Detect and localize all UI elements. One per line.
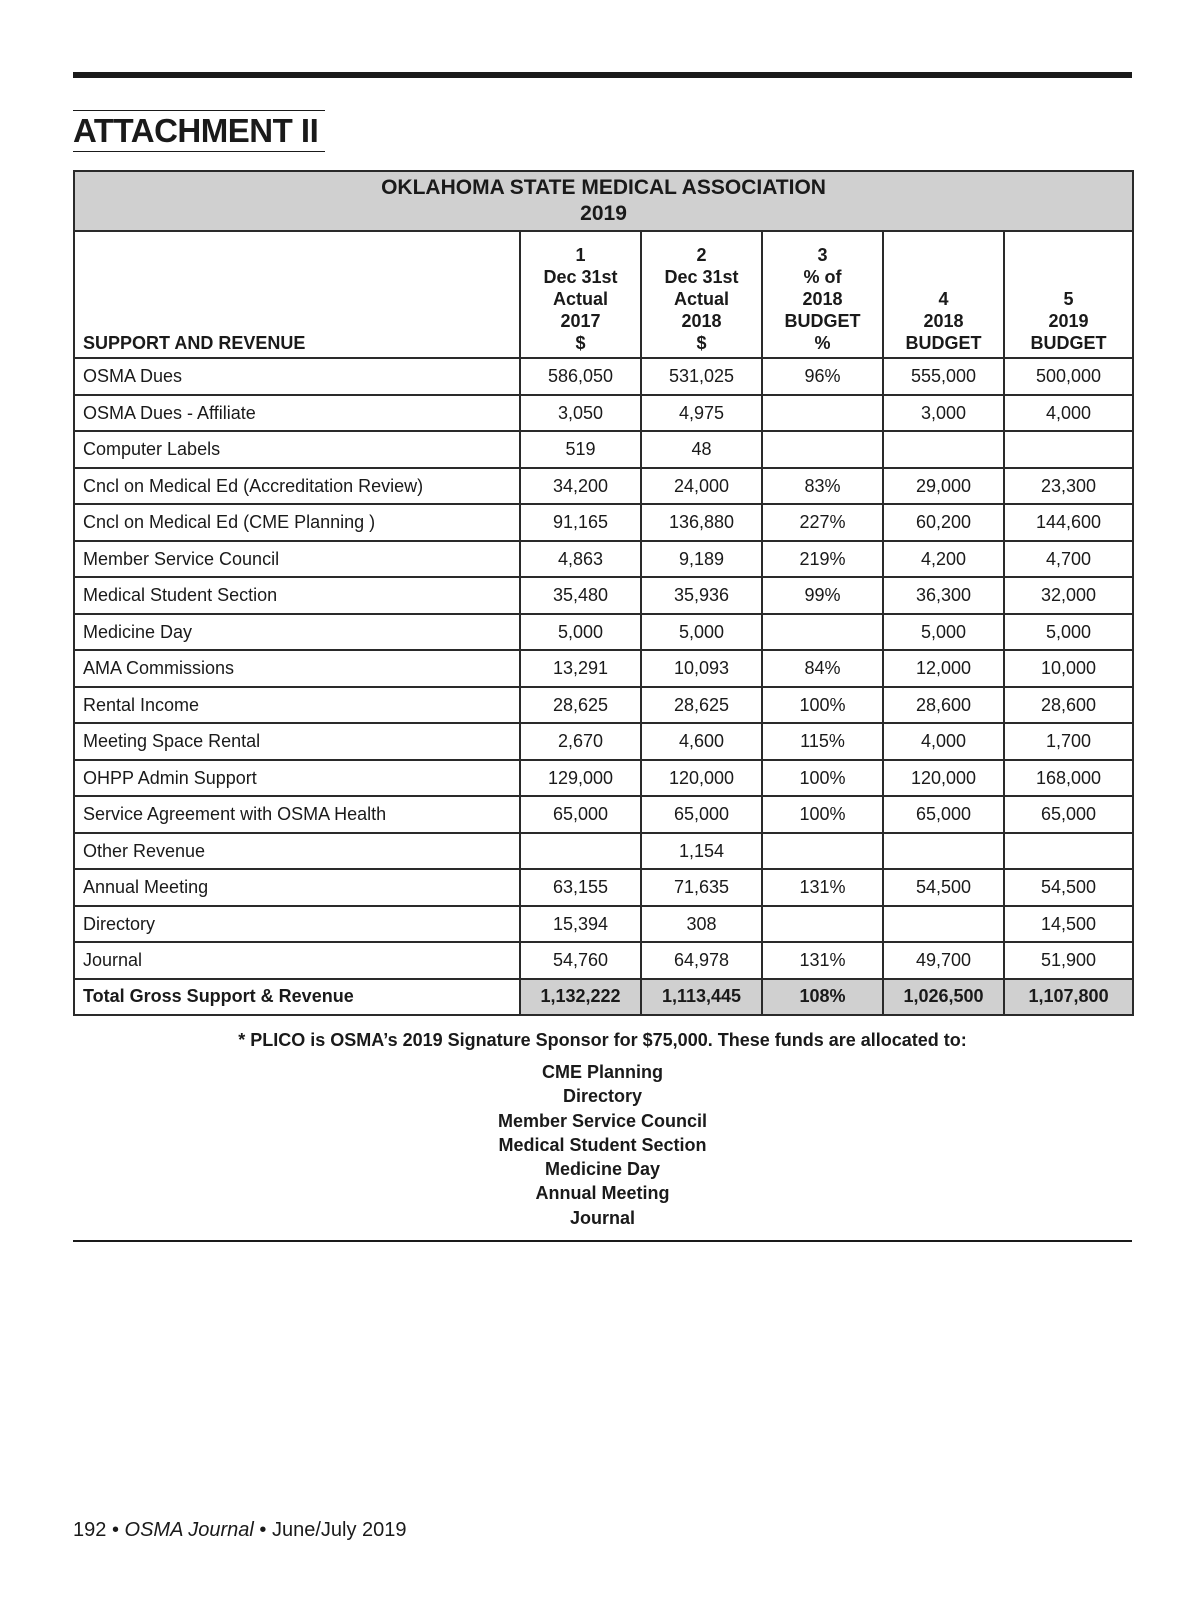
cell-c3 — [762, 614, 883, 651]
row-label: OSMA Dues - Affiliate — [74, 395, 520, 432]
cell-c3: 115% — [762, 723, 883, 760]
column-header-line: 2017 — [560, 311, 601, 331]
cell-c1: 91,165 — [520, 504, 641, 541]
cell-c4: 65,000 — [883, 796, 1004, 833]
cell-c3: 100% — [762, 760, 883, 797]
cell-c3: 227% — [762, 504, 883, 541]
cell-c2: 120,000 — [641, 760, 762, 797]
cell-c5: 65,000 — [1004, 796, 1133, 833]
cell-c2: 9,189 — [641, 541, 762, 578]
column-header-line: BUDGET — [784, 311, 861, 331]
total-c1: 1,132,222 — [520, 979, 641, 1015]
cell-c1: 63,155 — [520, 869, 641, 906]
allocation-item: Member Service Council — [497, 1110, 708, 1131]
cell-c1: 4,863 — [520, 541, 641, 578]
column-header-line: 3 — [817, 245, 828, 265]
cell-c5: 500,000 — [1004, 358, 1133, 395]
cell-c2: 1,154 — [641, 833, 762, 870]
table-title-org: OKLAHOMA STATE MEDICAL ASSOCIATION — [381, 176, 826, 199]
table-row — [74, 358, 1133, 395]
table-row — [74, 395, 1133, 432]
cell-c4: 5,000 — [883, 614, 1004, 651]
row-label: Journal — [74, 942, 520, 979]
row-label: Medical Student Section — [74, 577, 520, 614]
table-title — [74, 171, 1133, 231]
cell-c5 — [1004, 431, 1133, 468]
table-row — [74, 723, 1133, 760]
table-row — [74, 796, 1133, 833]
cell-c2: 28,625 — [641, 687, 762, 724]
allocation-list — [73, 1060, 1132, 1230]
cell-c4: 120,000 — [883, 760, 1004, 797]
cell-c3: 131% — [762, 869, 883, 906]
column-header-line: $ — [696, 333, 707, 353]
column-header-line: $ — [575, 333, 586, 353]
table-row — [74, 869, 1133, 906]
cell-c1: 65,000 — [520, 796, 641, 833]
column-header-2 — [641, 231, 762, 358]
cell-c5: 4,000 — [1004, 395, 1133, 432]
column-header-line: 2018 — [802, 289, 843, 309]
row-label: Annual Meeting — [74, 869, 520, 906]
cell-c2: 531,025 — [641, 358, 762, 395]
column-header-line: 2018 — [923, 311, 964, 331]
row-label: Rental Income — [74, 687, 520, 724]
cell-c5: 168,000 — [1004, 760, 1133, 797]
cell-c4 — [883, 833, 1004, 870]
column-header-line: 2019 — [1048, 311, 1089, 331]
allocation-item: Medicine Day — [544, 1159, 661, 1180]
total-c2: 1,113,445 — [641, 979, 762, 1015]
row-header: SUPPORT AND REVENUE — [74, 231, 520, 358]
cell-c1: 54,760 — [520, 942, 641, 979]
cell-c2: 24,000 — [641, 468, 762, 505]
table-title-year: 2019 — [580, 202, 627, 225]
table-row — [74, 431, 1133, 468]
row-label: Directory — [74, 906, 520, 943]
cell-c3: 99% — [762, 577, 883, 614]
allocation-item: Journal — [569, 1207, 635, 1228]
cell-c1: 28,625 — [520, 687, 641, 724]
cell-c3: 131% — [762, 942, 883, 979]
cell-c1: 15,394 — [520, 906, 641, 943]
cell-c2: 64,978 — [641, 942, 762, 979]
cell-c4: 54,500 — [883, 869, 1004, 906]
cell-c3: 96% — [762, 358, 883, 395]
cell-c1: 34,200 — [520, 468, 641, 505]
cell-c4: 49,700 — [883, 942, 1004, 979]
bottom-rule — [73, 1240, 1132, 1242]
cell-c2: 5,000 — [641, 614, 762, 651]
cell-c3: 100% — [762, 687, 883, 724]
column-header-line: Actual — [552, 289, 608, 309]
column-header-line: BUDGET — [1030, 333, 1107, 353]
total-label: Total Gross Support & Revenue — [74, 979, 520, 1015]
cell-c4: 36,300 — [883, 577, 1004, 614]
cell-c4 — [883, 431, 1004, 468]
cell-c5: 54,500 — [1004, 869, 1133, 906]
cell-c5: 4,700 — [1004, 541, 1133, 578]
cell-c4: 60,200 — [883, 504, 1004, 541]
column-header-4 — [883, 231, 1004, 358]
row-label: AMA Commissions — [74, 650, 520, 687]
total-c5: 1,107,800 — [1004, 979, 1133, 1015]
column-header-1 — [520, 231, 641, 358]
cell-c2: 48 — [641, 431, 762, 468]
cell-c2: 65,000 — [641, 796, 762, 833]
cell-c5: 1,700 — [1004, 723, 1133, 760]
journal-name: OSMA Journal — [124, 1519, 254, 1541]
cell-c1: 3,050 — [520, 395, 641, 432]
cell-c4: 4,200 — [883, 541, 1004, 578]
cell-c4: 4,000 — [883, 723, 1004, 760]
column-header-line: Dec 31st — [664, 267, 739, 287]
column-header-line: BUDGET — [905, 333, 982, 353]
cell-c1 — [520, 833, 641, 870]
cell-c4 — [883, 906, 1004, 943]
cell-c3: 84% — [762, 650, 883, 687]
table-row — [74, 504, 1133, 541]
cell-c5: 32,000 — [1004, 577, 1133, 614]
cell-c4: 28,600 — [883, 687, 1004, 724]
column-header-line: 2018 — [681, 311, 722, 331]
page-number: 192 — [73, 1519, 107, 1541]
row-label: Cncl on Medical Ed (Accreditation Review) — [74, 468, 520, 505]
cell-c1: 5,000 — [520, 614, 641, 651]
column-header-line: % of — [803, 267, 842, 287]
cell-c3: 100% — [762, 796, 883, 833]
column-header-row — [74, 231, 1133, 358]
column-header-line: Dec 31st — [543, 267, 618, 287]
cell-c2: 308 — [641, 906, 762, 943]
column-header-line: Actual — [673, 289, 729, 309]
table-row — [74, 577, 1133, 614]
total-row — [74, 979, 1133, 1015]
table-row — [74, 906, 1133, 943]
cell-c2: 71,635 — [641, 869, 762, 906]
cell-c2: 10,093 — [641, 650, 762, 687]
row-label: OHPP Admin Support — [74, 760, 520, 797]
cell-c5 — [1004, 833, 1133, 870]
table-row — [74, 650, 1133, 687]
cell-c5: 28,600 — [1004, 687, 1133, 724]
cell-c4: 555,000 — [883, 358, 1004, 395]
table-row — [74, 614, 1133, 651]
row-label: Member Service Council — [74, 541, 520, 578]
table-row — [74, 942, 1133, 979]
allocation-item: Medical Student Section — [498, 1134, 707, 1155]
cell-c2: 35,936 — [641, 577, 762, 614]
row-label: Cncl on Medical Ed (CME Planning ) — [74, 504, 520, 541]
cell-c1: 13,291 — [520, 650, 641, 687]
column-header-3 — [762, 231, 883, 358]
attachment-title: ATTACHMENT II — [73, 110, 325, 152]
column-header-line: 2 — [696, 245, 707, 265]
row-label: Computer Labels — [74, 431, 520, 468]
table-row — [74, 541, 1133, 578]
cell-c5: 14,500 — [1004, 906, 1133, 943]
allocation-item: Directory — [562, 1086, 643, 1107]
total-c4: 1,026,500 — [883, 979, 1004, 1015]
cell-c3 — [762, 431, 883, 468]
row-label: Other Revenue — [74, 833, 520, 870]
table-row — [74, 833, 1133, 870]
cell-c2: 136,880 — [641, 504, 762, 541]
table-row — [74, 468, 1133, 505]
column-header-line: 1 — [575, 245, 586, 265]
cell-c1: 2,670 — [520, 723, 641, 760]
cell-c4: 3,000 — [883, 395, 1004, 432]
footer-bullet: • — [111, 1519, 119, 1541]
cell-c4: 12,000 — [883, 650, 1004, 687]
cell-c5: 51,900 — [1004, 942, 1133, 979]
cell-c5: 23,300 — [1004, 468, 1133, 505]
column-header-line: 5 — [1063, 289, 1074, 309]
column-header-5 — [1004, 231, 1133, 358]
budget-table — [73, 170, 1134, 1016]
cell-c1: 35,480 — [520, 577, 641, 614]
table-row — [74, 687, 1133, 724]
top-rule — [73, 72, 1132, 78]
row-label: Meeting Space Rental — [74, 723, 520, 760]
table-body — [74, 358, 1133, 1015]
cell-c3 — [762, 395, 883, 432]
row-label: Service Agreement with OSMA Health — [74, 796, 520, 833]
column-header-line: % — [814, 333, 831, 353]
cell-c1: 129,000 — [520, 760, 641, 797]
cell-c5: 10,000 — [1004, 650, 1133, 687]
cell-c5: 144,600 — [1004, 504, 1133, 541]
sponsor-note: * PLICO is OSMA’s 2019 Signature Sponsor for $75,000. These funds are allocated to: — [238, 1030, 967, 1050]
page-footer — [73, 1518, 407, 1542]
cell-c3: 219% — [762, 541, 883, 578]
cell-c3 — [762, 833, 883, 870]
issue-date: June/July 2019 — [271, 1519, 407, 1541]
cell-c2: 4,975 — [641, 395, 762, 432]
cell-c4: 29,000 — [883, 468, 1004, 505]
cell-c1: 519 — [520, 431, 641, 468]
allocation-item: Annual Meeting — [535, 1183, 670, 1204]
allocation-item: CME Planning — [542, 1062, 663, 1082]
table-row — [74, 760, 1133, 797]
column-header-line: 4 — [938, 289, 949, 309]
cell-c5: 5,000 — [1004, 614, 1133, 651]
cell-c3 — [762, 906, 883, 943]
footer-bullet: • — [259, 1519, 267, 1541]
row-label: Medicine Day — [74, 614, 520, 651]
cell-c2: 4,600 — [641, 723, 762, 760]
row-label: OSMA Dues — [74, 358, 520, 395]
cell-c3: 83% — [762, 468, 883, 505]
total-c3: 108% — [762, 979, 883, 1015]
cell-c1: 586,050 — [520, 358, 641, 395]
